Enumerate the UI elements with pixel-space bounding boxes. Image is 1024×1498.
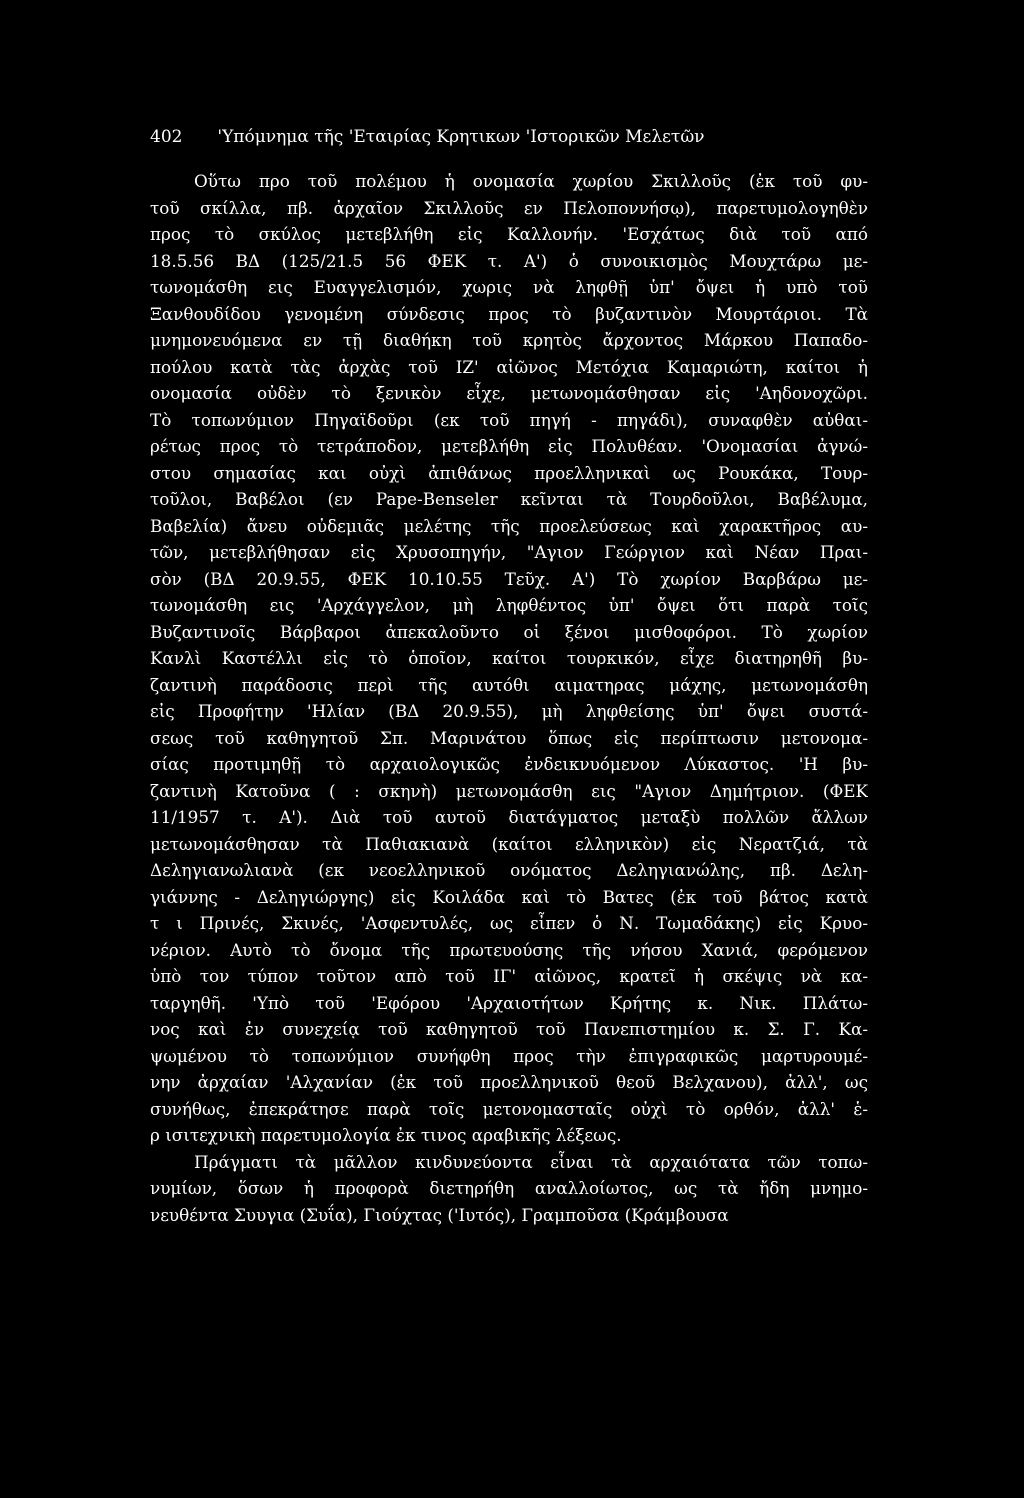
text-line: ρέτως προς τὸ τετράποδον, μετεβλήθη εἰς Πολυθέαν. 'Ονομασίαι ἀγνώ- bbox=[150, 436, 868, 456]
running-header bbox=[150, 122, 870, 152]
text-line: ρ ισιτεχνικὴ παρετυμολογία ἐκ τινος αραβικῆς λέξεως. bbox=[150, 1125, 622, 1145]
page-number: 402 bbox=[150, 127, 183, 147]
text-line: εἰς Προφήτην 'Ηλίαν (ΒΔ 20.9.55), μὴ ληφθείσης ὑπ' ὄψει συστά- bbox=[150, 701, 868, 721]
text-line: Βυζαντινοῖς Βάρβαροι ἀπεκαλοῦντο οἱ ξένοι μισθοφόροι. Τὸ χωρίον bbox=[150, 621, 868, 642]
text-line: τωνομάσθη εις Ευαγγελισμόν, χωρις νὰ ληφθῇ ὑπ' ὄψει ἡ υπὸ τοῦ bbox=[150, 277, 868, 297]
text-line: Πράγματι τὰ μᾶλλον κινδυνεύοντα εἶναι τὰ αρχαιότατα τῶν τοπω- bbox=[194, 1151, 868, 1172]
text-line: Βαβελία) ἄνευ οὐδεμιᾶς μελέτης τῆς προελεύσεως καὶ χαρακτῆρος αυ- bbox=[150, 515, 868, 536]
text-line: νέριον. Αυτὸ τὸ ὄνομα τῆς πρωτευούσης τῆς νήσου Χανιά, φερόμενον bbox=[150, 939, 868, 960]
text-line: τ ι Πρινές, Σκινές, 'Ασφεντυλές, ως εἶπεν ὁ Ν. Τωμαδάκης) εἰς Κρυο- bbox=[150, 913, 868, 933]
text-line: σεως τοῦ καθηγητοῦ Σπ. Μαρινάτου ὅπως εἰς περίπτωσιν μετονομα- bbox=[150, 727, 868, 748]
text-line: νος καὶ ἐν συνεχείᾳ τοῦ καθηγητοῦ τοῦ Πανεπιστημίου κ. Σ. Γ. Κα- bbox=[150, 1019, 868, 1039]
text-line: Τὸ τοπωνύμιον Πηγαϊδοῦρι (εκ τοῦ πηγή - πηγάδι), συναφθὲν αὐθαι- bbox=[150, 409, 868, 430]
text-line: μετωνομάσθησαν τὰ Παθιακιανὰ (καίτοι ελληνικὸν) εἰς Νερατζιά, τὰ bbox=[150, 833, 868, 854]
text-line: Κανλὶ Καστέλλι εἰς τὸ ὁποῖον, καίτοι τουρκικόν, εἶχε διατηρηθῆ βυ- bbox=[150, 648, 868, 668]
text-line: νυμίων, ὅσων ἡ προφορὰ διετηρήθη αναλλοίωτος, ως τὰ ἤδη μνημο- bbox=[150, 1178, 868, 1198]
text-line: τοῦ σκίλλα, πβ. ἀρχαῖον Σκιλλοῦς εν Πελοποννήσῳ), παρετυμολογηθὲν bbox=[150, 197, 868, 218]
running-title: 'Υπόμνημα τῆς 'Εταιρίας Κρητικων 'Ιστορικῶν Μελετῶν bbox=[217, 127, 705, 147]
text-line: ὑπὸ τον τύπον τοῦτον απὸ τοῦ ΙΓ' αἰῶνος, κρατεῖ ἡ σκέψις νὰ κα- bbox=[150, 966, 868, 986]
text-line: Ξανθουδίδου γενομένη σύνδεσις προς τὸ βυζαντινὸν Μουρτάριοι. Τὰ bbox=[150, 303, 868, 324]
text-line: 11/1957 τ. Α'). Διὰ τοῦ αυτοῦ διατάγματος μεταξὺ πολλῶν ἄλλων bbox=[150, 807, 868, 827]
text-line: ψωμένου τὸ τοπωνύμιον συνήφθη προς τὴν ἐπιγραφικῶς μαρτυρουμέ- bbox=[150, 1045, 868, 1066]
text-line: συνήθως, ἐπεκράτησε παρὰ τοῖς μετονομασταῖς οὐχὶ τὸ ορθόν, ἀλλ' ἑ- bbox=[150, 1098, 868, 1119]
text-line: τῶν, μετεβλήθησαν εἰς Χρυσοπηγήν, "Αγιον Γεώργιον καὶ Νέαν Πραι- bbox=[150, 542, 868, 562]
text-line: σίας προτιμηθῇ τὸ αρχαιολογικῶς ἐνδεικνυόμενον Λύκαστος. 'Η βυ- bbox=[150, 754, 868, 774]
text-line: στου σημασίας και οὐχὶ ἀπιθάνως προελληνικαὶ ως Ρουκάκα, Τουρ- bbox=[150, 462, 868, 483]
text-line: ταργηθῆ. 'Υπὸ τοῦ 'Εφόρου 'Αρχαιοτήτων Κρήτης κ. Νικ. Πλάτω- bbox=[150, 992, 868, 1013]
text-line: τωνομάσθη εις 'Αρχάγγελον, μὴ ληφθέντος ὑπ' ὄψει ὅτι παρὰ τοῖς bbox=[150, 595, 868, 615]
body-text bbox=[150, 168, 868, 1228]
text-line: προς τὸ σκύλος μετεβλήθη εἰς Καλλονήν. 'Εσχάτως διὰ τοῦ από bbox=[150, 224, 868, 244]
text-line: σὸν (ΒΔ 20.9.55, ΦΕΚ 10.10.55 Τεῦχ. Α') Τὸ χωρίον Βαρβάρω με- bbox=[150, 568, 868, 589]
text-line: πούλου κατὰ τὰς ἀρχὰς τοῦ ΙΖ' αἰῶνος Μετόχια Καμαριώτη, καίτοι ἡ bbox=[150, 356, 868, 377]
text-line: Οὕτω προ τοῦ πολέμου ἡ ονομασία χωρίου Σκιλλοῦς (ἐκ τοῦ φυ- bbox=[194, 171, 868, 191]
text-line: ονομασία οὐδὲν τὸ ξενικὸν εἶχε, μετωνομάσθησαν εἰς 'Αηδονοχῶρι. bbox=[150, 383, 868, 403]
text-line: ζαντινὴ παράδοσις περὶ τῆς αυτόθι αιματηρας μάχης, μετωνομάσθη bbox=[150, 674, 868, 695]
text-line: 18.5.56 ΒΔ (125/21.5 56 ΦΕΚ τ. Α') ὁ συνοικισμὸς Μουχτάρω με- bbox=[150, 250, 868, 271]
text-line: τοῦλοι, Βαβέλοι (εν Pape-Benseler κεῖνται τὰ Τουρδοῦλοι, Βαβέλυμα, bbox=[150, 489, 868, 509]
text-line: νευθέντα Συυγια (Συΐα), Γιούχτας ('Ιυτός), Γραμποῦσα (Κράμβουσα bbox=[150, 1204, 729, 1225]
text-line: γιάννης - Δεληγιώργης) εἰς Κοιλάδα καὶ τὸ Βατες (ἐκ τοῦ βάτος κατὰ bbox=[150, 886, 868, 907]
text-line: νην ἀρχαίαν 'Αλχανίαν (ἐκ τοῦ προελληνικοῦ θεοῦ Βελχανου), ἀλλ', ως bbox=[150, 1072, 868, 1092]
text-line: ζαντινὴ Κατοῦνα ( : σκηνὴ) μετωνομάσθη εις "Αγιον Δημήτριον. (ΦΕΚ bbox=[150, 780, 868, 801]
text-line: Δεληγιανωλιανὰ (εκ νεοελληνικοῦ ονόματος Δεληγιανώλης, πβ. Δελη- bbox=[150, 860, 868, 880]
text-line: μνημονευόμενα εν τῇ διαθήκη τοῦ κρητὸς ἄρχοντος Μάρκου Παπαδο- bbox=[150, 330, 868, 350]
